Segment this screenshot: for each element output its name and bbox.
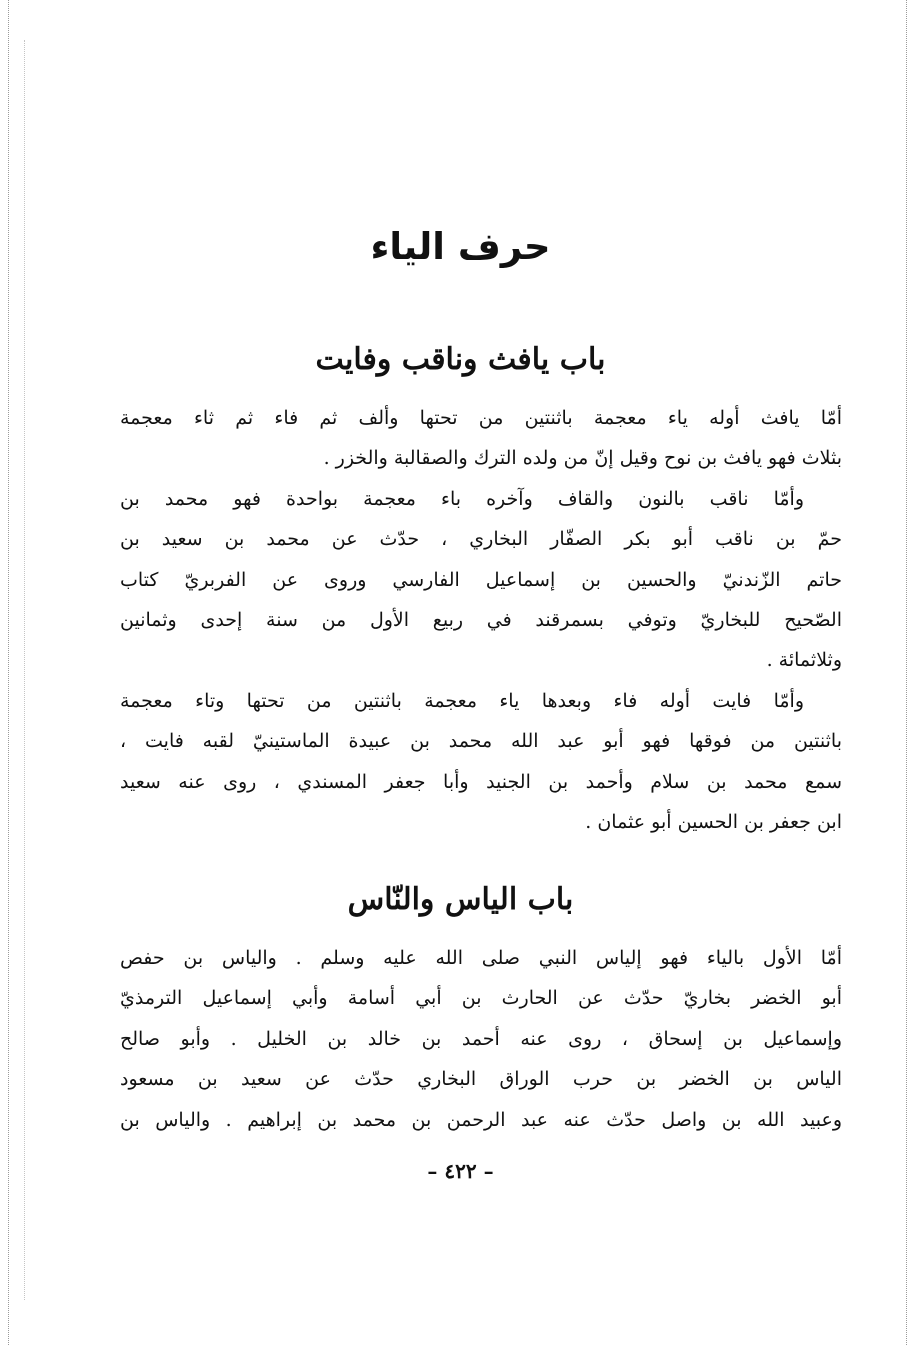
text-line: الياس بن الخضر بن حرب الوراق البخاري حدّث عن سعيد بن مسعود (120, 1068, 842, 1091)
scan-margin-line (8, 0, 9, 1345)
text-line: الصّحيح للبخاريّ وتوفي بسمرقند في ربيع الأول من سنة إحدى وثمانين (120, 608, 842, 631)
text-line: وأمّا فايت أوله فاء وبعدها ياء معجمة باثنتين من تحتها وتاء معجمة (120, 689, 804, 712)
text-line: باثنتين من فوقها فهو أبو عبد الله محمد بن عبيدة الماستينيّ لقبه فايت ، (120, 730, 842, 753)
page-number: – ٤٢٢ – (427, 1159, 494, 1183)
text-line: أبو الخضر بخاريّ حدّث عن الحارث بن أبي أسامة وأبي إسماعيل الترمذيّ (120, 987, 842, 1010)
text-line: أمّا الأول بالياء فهو إلياس النبي صلى الله عليه وسلم . والياس بن حفص (120, 947, 842, 969)
section-title: باب الياس والنّاس (347, 882, 574, 917)
text-line: وعبيد الله بن واصل حدّث عنه عبد الرحمن بن محمد بن إبراهيم . والياس بن (120, 1108, 842, 1131)
chapter-title: حرف الياء (370, 225, 551, 268)
section-title: باب يافث وناقب وفايت (315, 342, 606, 377)
section-body (120, 938, 842, 1140)
text-line: ابن جعفر بن الحسين أبو عثمان . (585, 810, 842, 833)
text-line: بثلاث فهو يافث بن نوح وقيل إنّ من ولده الترك والصقالبة والخزر . (323, 447, 842, 470)
text-line: وأمّا ناقب بالنون والقاف وآخره باء معجمة بواحدة فهو محمد بن (120, 487, 804, 510)
text-line: أمّا يافث أوله ياء معجمة باثنتين من تحتها وألف ثم فاء ثم ثاء معجمة (120, 407, 842, 429)
text-line: حاتم الزّندنيّ والحسين بن إسماعيل الفارسي وروى عن الفربريّ كتاب (120, 568, 842, 591)
text-line: وثلاثمائة . (766, 649, 842, 672)
text-line: سمع محمد بن سلام وأحمد بن الجنيد وأبا جعفر المسندي ، روى عنه سعيد (120, 770, 842, 793)
text-line: حمّ بن ناقب أبو بكر الصفّار البخاري ، حدّث عن محمد بن سعيد بن (120, 528, 842, 551)
scan-margin-line (906, 0, 907, 1345)
section-body (120, 398, 842, 842)
text-line: وإسماعيل بن إسحاق ، روى عنه أحمد بن خالد بن الخليل . وأبو صالح (120, 1027, 842, 1050)
